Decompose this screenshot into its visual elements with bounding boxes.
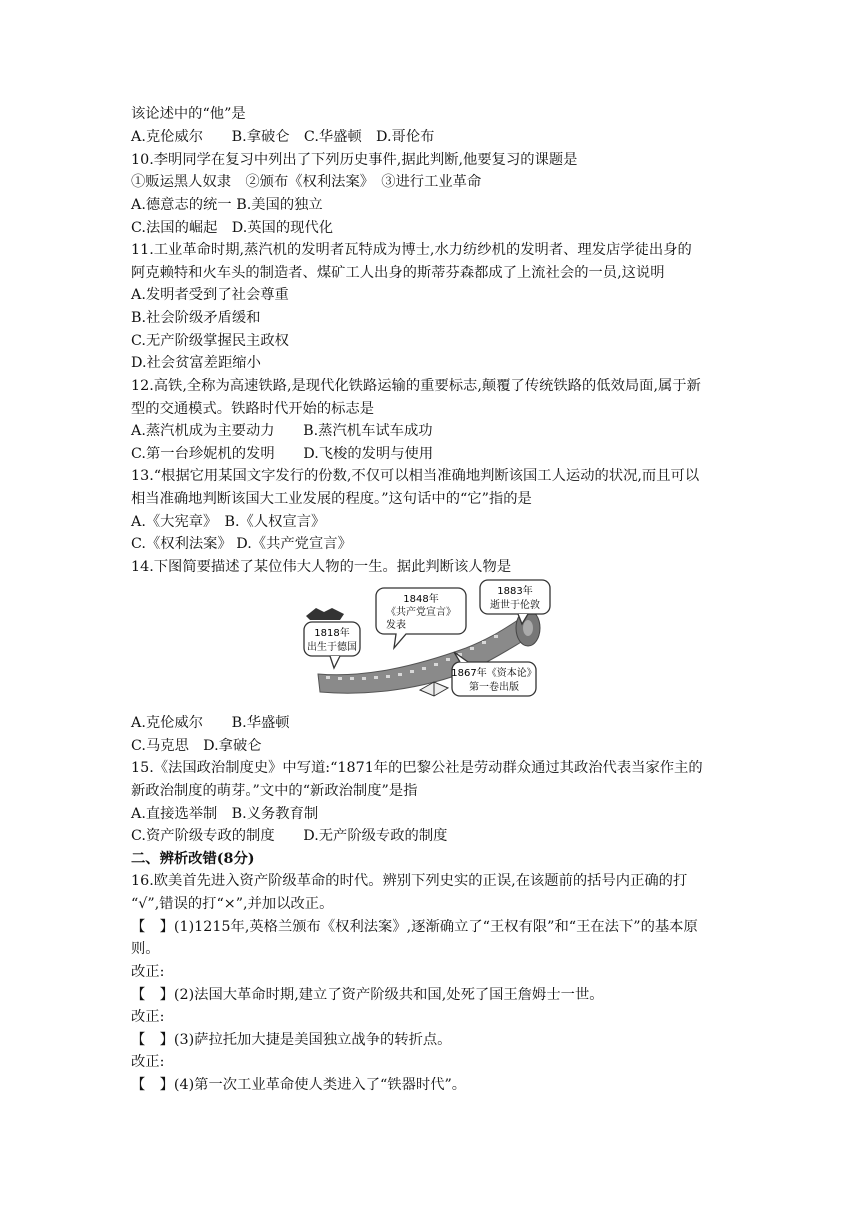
q15-stem-2: 新政治制度的萌芽。”文中的“新政治制度”是指 (131, 783, 418, 799)
bubble-1883 (480, 580, 550, 624)
q10-events: ①贩运黑人奴隶 ②颁布《权利法案》 ③进行工业革命 (131, 174, 482, 190)
q10-stem: 10.李明同学在复习中列出了下列历史事件,据此判断,他要复习的课题是 (131, 152, 578, 168)
q9-stem-end: 该论述中的“他”是 (131, 106, 246, 122)
q12-options-ab: A.蒸汽机成为主要动力 B.蒸汽机车试车成功 (131, 423, 433, 439)
q16-stem-2: “√”,错误的打“×”,并加以改正。 (131, 896, 334, 912)
section-2-heading: 二、辨析改错(8分) (131, 851, 255, 867)
bubble-1848 (376, 588, 466, 648)
q16-item-1: 【 】(1)1215年,英格兰颁布《权利法案》,逐渐确立了“王权有限”和“王在法下”的基本原 (131, 919, 698, 935)
ship-icon (306, 608, 344, 620)
q16-item-3: 【 】(3)萨拉托加大捷是美国独立战争的转折点。 (131, 1032, 452, 1048)
bubble-1848-year: 1848年 (403, 594, 439, 605)
q9-options: A.克伦威尔 B.拿破仑 C.华盛顿 D.哥伦布 (131, 129, 435, 145)
q15-options-cd: C.资产阶级专政的制度 D.无产阶级专政的制度 (131, 828, 448, 844)
q11-option-d: D.社会贫富差距缩小 (131, 355, 261, 371)
bubble-1883-year: 1883年 (497, 586, 533, 597)
q10-options-cd: C.法国的崛起 D.英国的现代化 (131, 220, 334, 236)
bubble-1848-title: 《共产党宣言》 (386, 607, 456, 618)
q11-option-a: A.发明者受到了社会尊重 (131, 287, 289, 303)
q13-options-ab: A.《大宪章》 B.《人权宣言》 (131, 514, 326, 530)
q15-options-ab: A.直接选举制 B.义务教育制 (131, 806, 319, 822)
q12-stem-1: 12.高铁,全称为高速铁路,是现代化铁路运输的重要标志,颠覆了传统铁路的低效局面,属于新 (131, 378, 701, 394)
q16-correction-1: 改正: (131, 964, 165, 980)
bubble-1883-event: 逝世于伦敦 (490, 600, 540, 611)
q13-stem-1: 13.“根据它用某国文字发行的份数,不仅可以相当准确地判断该国工人运动的状况,而且可以 (131, 468, 700, 484)
bubble-1867-title: 1867年《资本论》 (451, 668, 537, 679)
bubble-1818-year: 1818年 (314, 628, 350, 639)
timeline-figure (296, 578, 561, 702)
q14-options-cd: C.马克思 D.拿破仑 (131, 738, 262, 754)
q11-stem-1: 11.工业革命时期,蒸汽机的发明者瓦特成为博士,水力纺纱机的发明者、理发店学徒出身的 (131, 242, 692, 258)
q16-item-2: 【 】(2)法国大革命时期,建立了资产阶级共和国,处死了国王詹姆士一世。 (131, 987, 604, 1003)
q11-option-b: B.社会阶级矛盾缓和 (131, 310, 261, 326)
q11-option-c: C.无产阶级掌握民主政权 (131, 333, 289, 349)
bubble-1818 (304, 622, 360, 668)
q13-options-cd: C.《权利法案》 D.《共产党宣言》 (131, 536, 352, 552)
q12-options-cd: C.第一台珍妮机的发明 D.飞梭的发明与使用 (131, 446, 434, 462)
q11-stem-2: 阿克赖特和火车头的制造者、煤矿工人出身的斯蒂芬森都成了上流社会的一员,这说明 (131, 265, 665, 281)
bubble-1848-event: 发表 (386, 620, 406, 631)
bubble-1867 (451, 652, 536, 696)
q16-stem-1: 16.欧美首先进入资产阶级革命的时代。辨别下列史实的正误,在该题前的括号内正确的打 (131, 873, 688, 889)
q13-stem-2: 相当准确地判断该国大工业发展的程度。”这句话中的“它”指的是 (131, 491, 532, 507)
q12-stem-2: 型的交通模式。铁路时代开始的标志是 (131, 401, 375, 417)
q14-stem: 14.下图简要描述了某位伟大人物的一生。据此判断该人物是 (131, 559, 512, 575)
q14-options-ab: A.克伦威尔 B.华盛顿 (131, 715, 290, 731)
q15-stem-1: 15.《法国政治制度史》中写道:“1871年的巴黎公社是劳动群众通过其政治代表当家作主的 (131, 760, 703, 776)
q16-correction-3: 改正: (131, 1054, 165, 1070)
bubble-1867-event: 第一卷出版 (469, 682, 519, 693)
bubble-1818-event: 出生于德国 (307, 642, 357, 653)
q10-options-ab: A.德意志的统一 B.美国的独立 (131, 197, 323, 213)
q16-item-4: 【 】(4)第一次工业革命使人类进入了“铁器时代”。 (131, 1077, 467, 1093)
q16-correction-2: 改正: (131, 1009, 165, 1025)
q16-item-1-cont: 则。 (131, 941, 160, 957)
